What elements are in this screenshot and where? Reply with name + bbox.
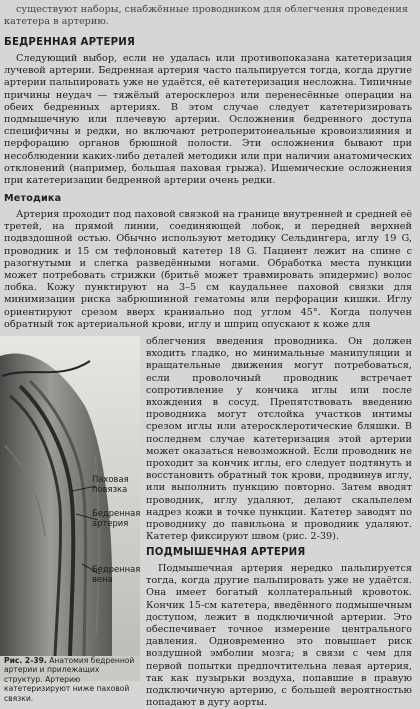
intro-line-2: катетера в артерию. bbox=[4, 16, 109, 28]
technique-section bbox=[0, 192, 420, 331]
label-femoral-vein: Бедренная вена bbox=[92, 564, 140, 584]
femoral-section bbox=[0, 36, 420, 187]
anatomy-figure bbox=[0, 336, 140, 681]
intro-block bbox=[0, 4, 420, 28]
label-inguinal-ligament: Паховая повязка bbox=[92, 474, 129, 494]
femoral-heading: БЕДРЕННАЯ АРТЕРИЯ bbox=[4, 37, 136, 48]
technique-paragraph-continued: облегчения введения проводника. Он должен входить гладко, но минимальные манипуляции и вращательные движения могут потребоваться, если проволочный проводник встречает сопротивление у кончика иглы или после вхождения в сосуд. Препятствовать введению проводника могут отслойка участков интимы срезом иглы или атеросклеротические бляшки. В последнем случае катетеризация этой артерии может оказаться невозможной. Если проводник не проходит за кончик иглы, его следует подтянуть и восстановить обратный ток крови, продвинув иглу, или выполнить пункцию повторно. Затем вводят проводник, иглу удаляют, делают скальпелем надрез кожи в точке пункции. Катетер заводят по проводнику до павильона и проводник удаляют. Катетер фиксируют швом (рис. 2-39). bbox=[146, 336, 412, 543]
figure-caption-ref: Рис. 2-39. bbox=[4, 656, 47, 665]
technique-heading: Методика bbox=[4, 193, 62, 204]
label-femoral-artery: Бедренная артерия bbox=[92, 508, 140, 528]
femoral-anatomy-illustration bbox=[0, 336, 140, 656]
axillary-heading: ПОДМЫШЕЧНАЯ АРТЕРИЯ bbox=[146, 547, 306, 558]
intro-line-1: существуют наборы, снабжённые проводником для облегчения проведения bbox=[16, 4, 408, 15]
femoral-paragraph: Следующий выбор, если не удалась или противопоказана катетеризация лучевой артерии. Бедренная артерия часто пальпируется тогда, когда другие артерии пальпировать уже не удаётся, её катетеризация несложна. Типичные причины неудач — тяжёлый атеросклероз или перенесённые операции на обеих бедренных артериях. В этом случае следует катетеризировать подмышечную или плечевую артерии. Осложнения бедренного доступа специфичны и редки, но включают ретроперитонеальные кровоизлияния и перфорацию органов брюшной полости. Эти осложнения бывают при несоблюдении каких-либо деталей методики или при наличии анатомических отклонений (например, большая паховая грыжа). Ишемические осложнения при катетеризации бедренной артерии очень редки. bbox=[4, 53, 412, 187]
figure-caption bbox=[4, 656, 138, 703]
axillary-paragraph: Подмышечная артерия нередко пальпируется тогда, когда другие пальпировать уже не удаётся. Она имеет богатый коллатеральный кровоток. Кончик 15-см катетера, введённого подмышечным доступом, лежит в подключичной артерии. Это обеспечивает точное измерение центрального давления. Одновременно это повышает риск воздушной эмболии мозга; в связи с чем для первой попытки предпочтительна левая артерия, так как пузырьки воздуха, попавшие в правую подключичную артерию, с большей вероятностью попадают в дугу аорты. bbox=[146, 563, 412, 709]
technique-paragraph: Артерия проходит под паховой связкой на границе внутренней и средней её третей, на прямой линии, соединяющей лобок, и передней верхней подвздошной остью. Обычно используют методику Сельдингера, иглу 19 G, проводник и 15 см тефлоновый катетер 18 G. Пациент лежит на спине с разогнутыми и слегка разведёнными ногами. Обработка места пункции может потребовать стрижки (бритьё может травмировать эпидермис) волос лобка. Кожу пунктируют на 3–5 см каудальнее паховой связки для минимизации риска забрюшинной гематомы или перфорации кишки. Иглу ориентируют срезом вверх краниально под углом 45°. Когда получен обратный ток артериальной крови, иглу и шприц опускают к коже для bbox=[4, 209, 412, 330]
figure-caption-text: Анатомия бедренной артерии и прилежащих структур. Артерию катетеризируют ниже паховой связки. bbox=[4, 656, 135, 703]
